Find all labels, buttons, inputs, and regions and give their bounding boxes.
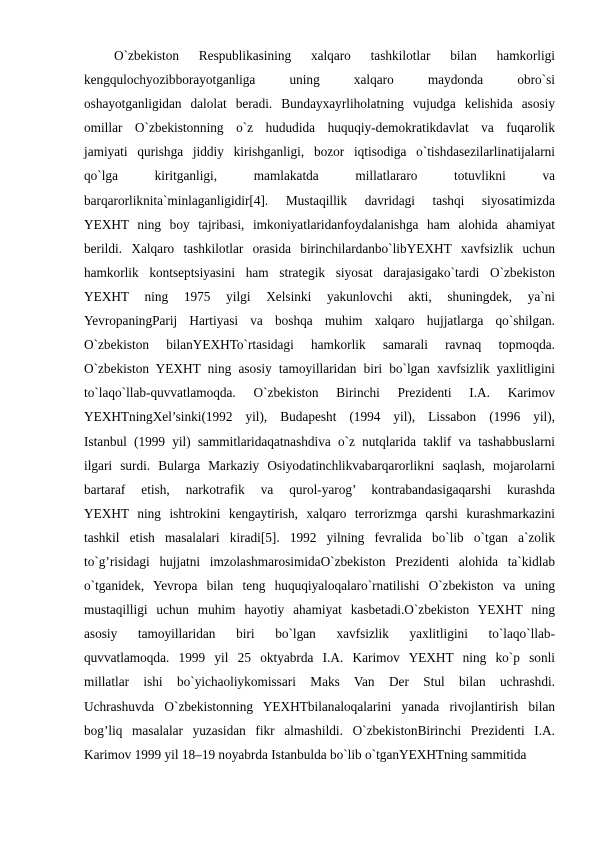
text-line: quvvatlamoqda. 1999 yil 25 oktyabrda I.A. Karimov YEXHT ning ko`p sonli (84, 650, 555, 666)
text-line: bog’liq masalalar yuzasidan fikr almashildi. O`zbekistonBirinchi Prezidenti I.A. (84, 722, 555, 738)
text-line: YevropaningParij Hartiyasi va boshqa muhim xalqaro hujjatlarga qo`shilgan. (84, 313, 555, 329)
text-line: jamiyati qurishga jiddiy kirishganligi, bozor iqtisodiga o`tishdasezilarlinatijalarni (84, 144, 555, 160)
text-line: mustaqilligi uchun muhim hayotiy ahamiyat kasbetadi.O`zbekiston YEXHT ning (84, 602, 555, 618)
text-line: YEXHT ning 1975 yilgi Xelsinki yakunlovchi akti, shuningdek, ya`ni (84, 288, 555, 304)
text-line: o`tganidek, Yevropa bilan teng huquqiyaloqalaro`rnatilishi O`zbekiston va uning (84, 578, 555, 594)
text-line: oshayotganligidan dalolat beradi. Bundayxayrliholatning vujudga kelishida asosiy (84, 96, 555, 112)
text-line: bartaraf etish, narkotrafik va qurol-yarog’ kontrabandasigaqarshi kurashda (84, 481, 555, 497)
text-line: berildi. Xalqaro tashkilotlar orasida birinchilardanbo`libYEXHT xavfsizlik uchun (84, 240, 555, 256)
text-line: O`zbekiston Respublikasining xalqaro tashkilotlar bilan hamkorligi (114, 48, 555, 63)
text-line: to`laqo`llab-quvvatlamoqda. O`zbekiston Birinchi Prezidenti I.A. Karimov (84, 385, 555, 401)
text-line: Uchrashuvda O`zbekistonning YEXHTbilanaloqalarini yanada rivojlantirish bilan (84, 698, 555, 714)
text-line: millatlar ishi bo`yichaoliykomissari Maks Van Der Stul bilan uchrashdi. (84, 674, 555, 690)
text-line: tashkil etish masalalari kiradi[5]. 1992 yilning fevralida bo`lib o`tgan a`zolik (84, 529, 555, 545)
text-line: to`g’risidagi hujjatni imzolashmarosimidaO`zbekiston Prezidenti alohida ta`kidlab (84, 553, 555, 569)
text-line: Karimov 1999 yil 18–19 noyabrda Istanbulda bo`lib o`tganYEXHTning sammitida (84, 746, 527, 762)
text-line: omillar O`zbekistonning o`z hududida huquqiy-demokratikdavlat va fuqarolik (84, 120, 555, 136)
text-line: YEXHT ning boy tajribasi, imkoniyatlaridanfoydalanishga ham alohida ahamiyat (84, 216, 555, 232)
text-line: O`zbekiston YEXHT ning asosiy tamoyillaridan biri bo`lgan xavfsizlik yaxlitligini (84, 361, 555, 377)
text-line: YEXHT ning ishtrokini kengaytirish, xalqaro terrorizmga qarshi kurashmarkazini (84, 505, 555, 521)
text-line: hamkorlik kontseptsiyasini ham strategik siyosat darajasigako`tardi O`zbekiston (84, 264, 555, 280)
text-line: barqarorliknita`minlaganligidir[4]. Mustaqillik davridagi tashqi siyosatimizda (84, 192, 555, 208)
text-line: kengqulochyozibborayotganliga uning xalqaro maydonda obro`si (84, 72, 555, 88)
text-line: Istanbul (1999 yil) sammitlaridaqatnashdiva o`z nutqlarida taklif va tashabbuslarni (84, 433, 555, 449)
text-line: O`zbekiston bilanYEXHTo`rtasidagi hamkorlik samarali ravnaq topmoqda. (84, 337, 555, 353)
body-paragraph (84, 44, 555, 767)
text-line: YEXHTningXel’sinki(1992 yil), Budapesht (1994 yil), Lissabon (1996 yil), (84, 409, 555, 425)
text-line: ilgari surdi. Bularga Markaziy Osiyodatinchlikvabarqarorlikni saqlash, mojarolarni (84, 457, 555, 473)
text-line: qo`lga kiritganligi, mamlakatda millatlararo totuvlikni va (84, 168, 555, 184)
text-line: asosiy tamoyillaridan biri bo`lgan xavfsizlik yaxlitligini to`laqo`llab- (84, 626, 555, 642)
